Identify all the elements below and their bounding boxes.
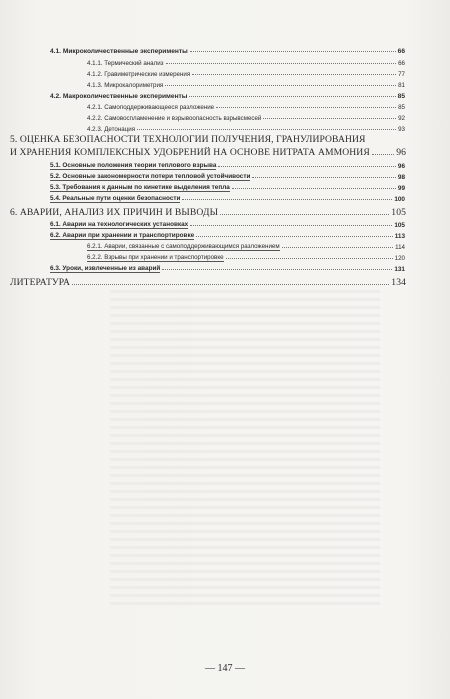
toc-leader <box>196 236 392 237</box>
toc-entry-title: 6.2.1. Аварии, связанные с самоподдерживающимся разложением <box>87 243 280 250</box>
toc-entry-6-1 <box>50 220 405 229</box>
toc-entry-page: 99 <box>397 185 405 192</box>
section-5-heading-line1: 5. ОЦЕНКА БЕЗОПАСНОСТИ ТЕХНОЛОГИИ ПОЛУЧЕНИЯ, ГРАНУЛИРОВАНИЯ <box>10 134 366 145</box>
toc-entry-4-2-2 <box>87 113 405 122</box>
toc-leader <box>182 199 392 200</box>
toc-entry-title: 4.1.2. Гравиметрические измерения <box>87 71 191 78</box>
toc-leader <box>218 166 395 167</box>
toc-entry-4-1-2 <box>87 69 405 78</box>
toc-entry-5-3 <box>50 183 405 192</box>
toc-entry-page: 85 <box>397 93 405 100</box>
toc-entry-page: 100 <box>394 196 405 203</box>
toc-entry-title: И ХРАНЕНИЯ КОМПЛЕКСНЫХ УДОБРЕНИЙ НА ОСНОВЕ НИТРАТА АММОНИЯ <box>10 147 370 158</box>
toc-entry-4-2-1 <box>87 102 405 111</box>
toc-entry-title: 5.1. Основные положения теории теплового взрыва <box>50 162 217 169</box>
toc-entry-title: ЛИТЕРАТУРА <box>10 277 71 288</box>
toc-entry-title: 6.2.2. Взрывы при хранении и транспортировке <box>87 254 224 261</box>
toc-entry-title: 4.1.3. Микрокалориметрия <box>87 82 164 89</box>
toc-entry-title: 5.3. Требования к данным по кинетике выделения тепла <box>50 184 230 191</box>
toc-leader <box>282 247 394 248</box>
toc-leader <box>190 225 392 226</box>
toc-entry-page: 66 <box>398 60 405 67</box>
toc-entry-page: 114 <box>395 244 405 251</box>
toc-entry-5-4 <box>50 194 405 203</box>
toc-entry-title: 6.3. Уроки, извлеченные из аварий <box>50 265 161 272</box>
toc-leader <box>372 154 394 155</box>
toc-entry-page: 134 <box>391 277 406 288</box>
toc-leader <box>192 74 396 75</box>
toc-leader <box>166 63 397 64</box>
toc-literature <box>10 276 406 288</box>
toc-entry-page: 105 <box>391 207 406 218</box>
toc-entry-page: 105 <box>394 222 405 229</box>
toc-entry-title: 6.1. Аварии на технологических установках <box>50 221 189 228</box>
toc-entry-title: 4.2.2. Самовоспламенение и взрывоопасность взрывсмесей <box>87 115 262 122</box>
toc-leader <box>137 129 396 130</box>
toc-entry-page: 77 <box>398 71 405 78</box>
toc-leader <box>252 177 395 178</box>
toc-entry-4-1-1 <box>87 58 405 67</box>
toc-entry-title: 5.2. Основные закономерности потери тепловой устойчивости <box>50 173 251 180</box>
toc-entry-title: 4.1.1. Термический анализ <box>87 60 164 67</box>
toc-leader <box>72 284 389 285</box>
toc-leader <box>162 269 392 270</box>
toc-entry-4-2-3 <box>87 124 405 133</box>
section-5-heading-line2 <box>10 146 406 158</box>
toc-entry-4-1 <box>50 46 405 55</box>
page-number: — 147 — <box>205 663 245 674</box>
toc-entry-page: 96 <box>396 147 406 158</box>
toc-entry-page: 113 <box>394 233 405 240</box>
toc-leader <box>263 118 396 119</box>
show-through-texture <box>110 290 380 610</box>
toc-entry-page: 93 <box>398 126 405 133</box>
toc-entry-5-2 <box>50 172 405 181</box>
toc-leader <box>232 188 396 189</box>
toc-entry-4-1-3 <box>87 80 405 89</box>
toc-entry-page: 120 <box>394 255 405 262</box>
toc-leader <box>220 214 389 215</box>
toc-entry-page: 81 <box>398 82 405 89</box>
toc-entry-page: 66 <box>397 48 405 55</box>
section-6-heading <box>10 206 406 218</box>
toc-leader <box>226 258 393 259</box>
toc-entry-page: 98 <box>397 174 405 181</box>
toc-entry-6-2 <box>50 231 405 240</box>
toc-entry-title: 4.1. Микроколичественные эксперименты <box>50 48 188 55</box>
toc-entry-6-3 <box>50 264 405 273</box>
toc-entry-page: 92 <box>398 115 405 122</box>
toc-leader <box>189 96 395 97</box>
toc-entry-title: 4.2. Макроколичественные эксперименты <box>50 93 188 100</box>
toc-entry-page: 96 <box>397 163 405 170</box>
toc-leader <box>165 85 396 86</box>
toc-entry-page: 131 <box>394 266 405 273</box>
toc-entry-5-1 <box>50 161 405 170</box>
toc-entry-6-2-2 <box>87 253 405 262</box>
toc-entry-title: 4.2.1. Самоподдерживающееся разложение <box>87 104 215 111</box>
toc-entry-4-2 <box>50 91 405 100</box>
toc-entry-title: 6.2. Аварии при хранении и транспортировке <box>50 232 195 239</box>
toc-entry-title: 4.2.3. Детонация <box>87 126 136 133</box>
toc-leader <box>216 107 396 108</box>
toc-entry-page: 85 <box>398 104 405 111</box>
toc-entry-6-2-1 <box>87 242 405 251</box>
toc-leader <box>190 51 396 52</box>
toc-entry-title: 6. АВАРИИ, АНАЛИЗ ИХ ПРИЧИН И ВЫВОДЫ <box>10 207 219 218</box>
toc-entry-title: 5.4. Реальные пути оценки безопасности <box>50 195 181 202</box>
